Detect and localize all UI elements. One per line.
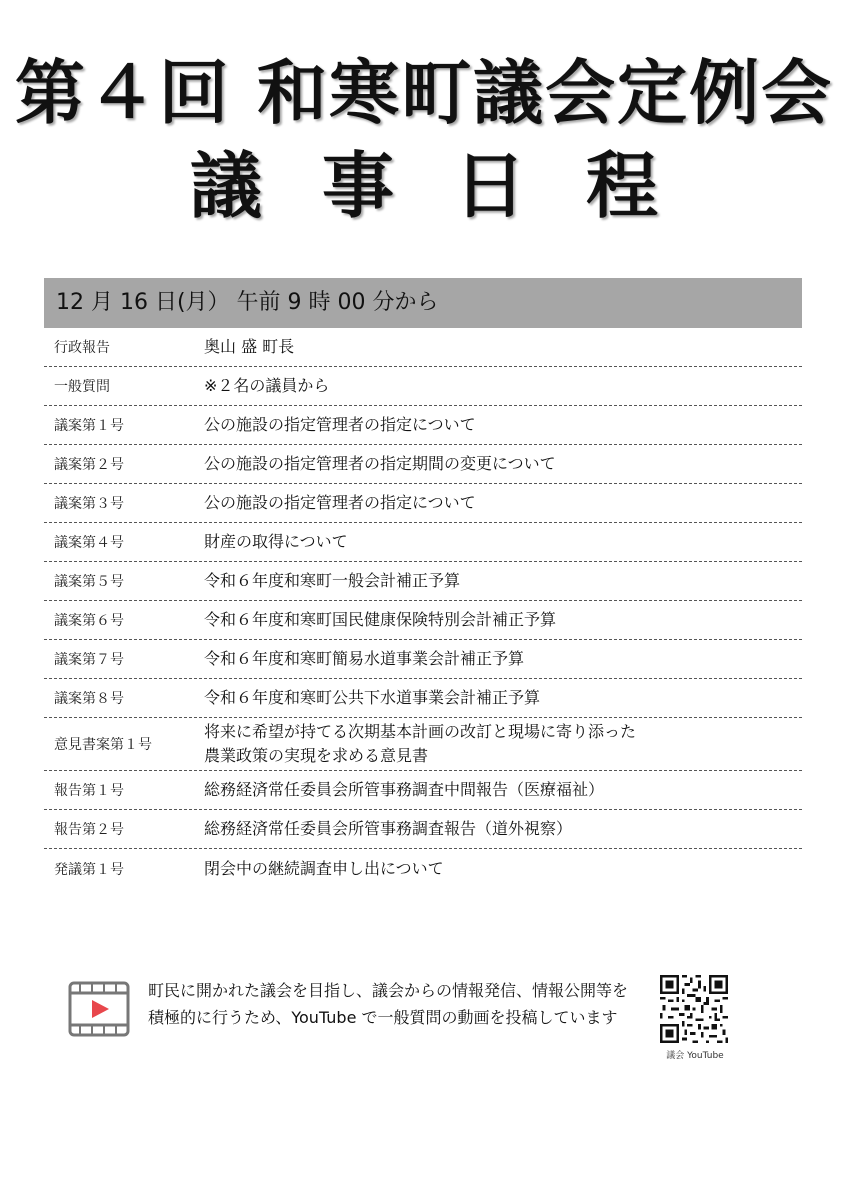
agenda-row xyxy=(44,367,802,406)
agenda-title: 総務経済常任委員会所管事務調査中間報告（医療福祉） xyxy=(204,780,605,799)
agenda-number: 一般質問 xyxy=(54,379,110,395)
agenda-row xyxy=(44,679,802,718)
agenda-number: 議案第８号 xyxy=(54,691,124,707)
youtube-notice xyxy=(68,975,748,1065)
agenda-row xyxy=(44,601,802,640)
agenda-title-line: 農業政策の実現を求める意見書 xyxy=(204,746,429,765)
agenda-title: ※２名の議員から xyxy=(204,376,330,395)
agenda-number: 議案第６号 xyxy=(54,613,124,629)
agenda-number: 発議第１号 xyxy=(54,861,124,878)
agenda-number: 報告第１号 xyxy=(54,783,124,799)
agenda-title-line: 将来に希望が持てる次期基本計画の改訂と現場に寄り添った xyxy=(204,722,637,741)
agenda-row xyxy=(44,445,802,484)
notice-line: 積極的に行うため、YouTube で一般質問の動画を投稿しています xyxy=(148,1008,618,1027)
agenda-number: 議案第２号 xyxy=(54,457,124,473)
agenda-row xyxy=(44,810,802,849)
agenda-title: 閉会中の継続調査申し出について xyxy=(204,858,444,878)
agenda-number: 議案第４号 xyxy=(54,535,124,551)
agenda-row xyxy=(44,849,802,888)
page-subtitle: 議事日程 xyxy=(189,144,718,228)
agenda-number: 議案第１号 xyxy=(54,418,124,434)
agenda-title: 財産の取得について xyxy=(204,532,348,551)
agenda-title: 令和６年度和寒町公共下水道事業会計補正予算 xyxy=(204,688,541,707)
agenda-row xyxy=(44,484,802,523)
agenda-title: 総務経済常任委員会所管事務調査報告（道外視察） xyxy=(204,819,573,838)
agenda-row xyxy=(44,406,802,445)
agenda-number: 議案第７号 xyxy=(54,652,124,668)
notice-line: 町民に開かれた議会を目指し、議会からの情報発信、情報公開等を xyxy=(148,981,629,1000)
agenda-number: 報告第２号 xyxy=(54,822,124,838)
qr-code-label: 議会 YouTube xyxy=(666,1051,724,1061)
agenda-number: 意見書案第１号 xyxy=(54,737,152,753)
agenda-row xyxy=(44,640,802,679)
agenda-row xyxy=(44,771,802,810)
agenda-row xyxy=(44,562,802,601)
agenda-list xyxy=(44,328,802,888)
video-play-icon xyxy=(68,981,130,1037)
agenda-title: 公の施設の指定管理者の指定期間の変更について xyxy=(204,454,556,473)
agenda-number: 議案第３号 xyxy=(54,496,124,512)
youtube-notice-text xyxy=(148,977,648,1031)
agenda-title: 公の施設の指定管理者の指定について xyxy=(204,493,476,512)
qr-code-icon[interactable] xyxy=(660,975,728,1043)
agenda-title: 公の施設の指定管理者の指定について xyxy=(204,415,476,434)
agenda-title: 奥山 盛 町長 xyxy=(204,337,295,356)
session-date-bar: 12 月 16 日(月） 午前 9 時 00 分から xyxy=(44,278,802,328)
agenda-title xyxy=(204,720,802,768)
agenda-title: 令和６年度和寒町一般会計補正予算 xyxy=(204,571,461,590)
agenda-row xyxy=(44,718,802,771)
agenda-row xyxy=(44,523,802,562)
agenda-number: 行政報告 xyxy=(54,340,110,356)
agenda-number: 議案第５号 xyxy=(54,574,124,590)
agenda-title: 令和６年度和寒町簡易水道事業会計補正予算 xyxy=(204,649,525,668)
page-title: 第４回 和寒町議会定例会 xyxy=(14,52,834,134)
agenda-title: 令和６年度和寒町国民健康保険特別会計補正予算 xyxy=(204,610,557,629)
agenda-row xyxy=(44,328,802,367)
